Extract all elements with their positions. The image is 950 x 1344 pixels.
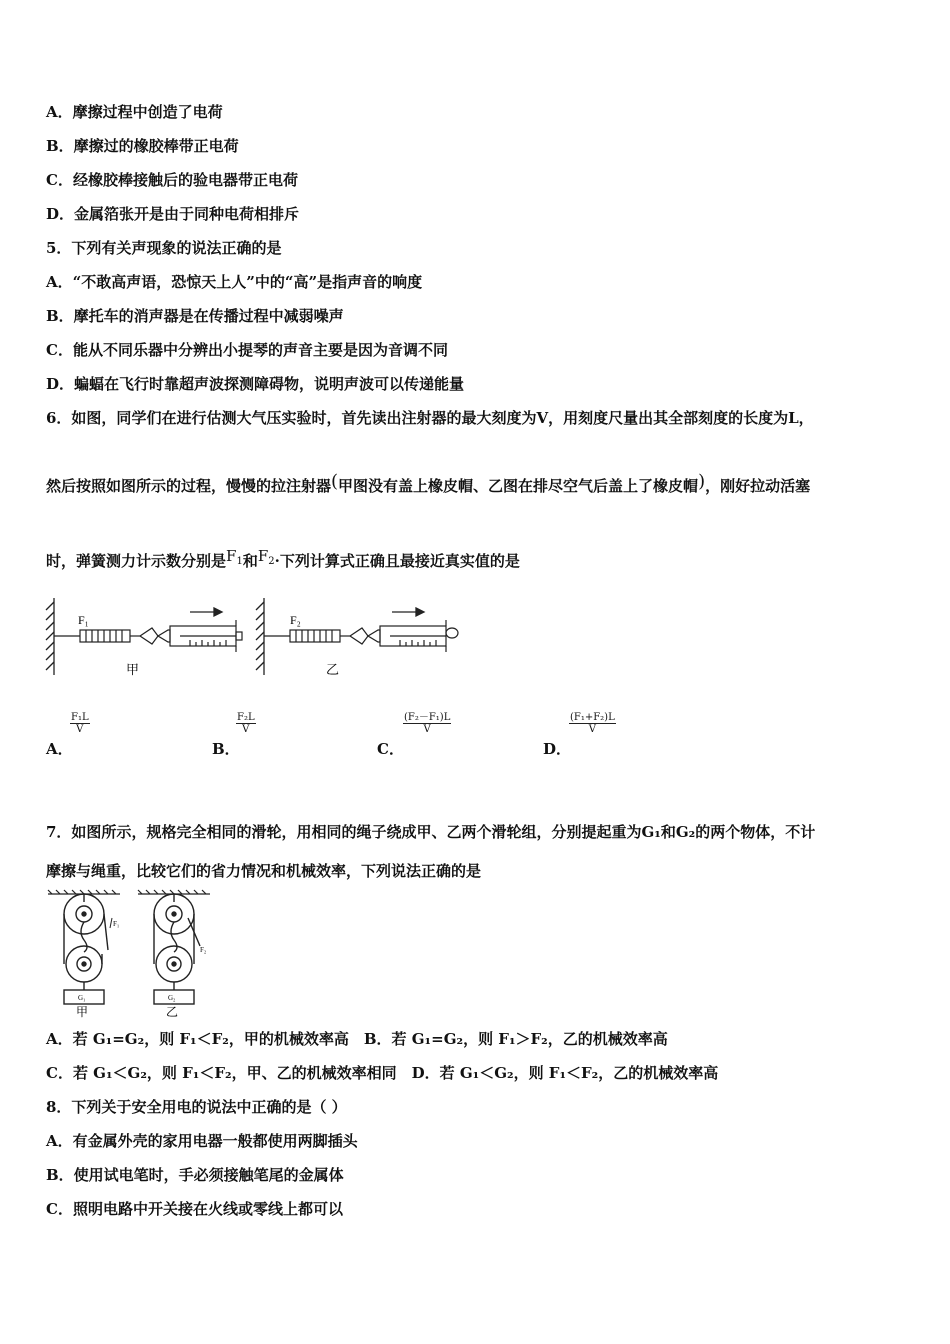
q6-f2: $F_2$ xyxy=(257,547,275,567)
q6-line3-b: ·下列计算式正确且最接近真实值的是 xyxy=(274,552,520,570)
q6-choice-d-formula: $\frac{\text{(F₁+F₂)L}}{V}$ xyxy=(570,712,615,735)
q6-f1: $F_1$ xyxy=(226,547,243,567)
q6-choice-c-formula: $\frac{\text{(F₂－F₁)L}}{V}$ xyxy=(404,712,451,735)
q6-stem-line1: 6．如图，同学们在进行估测大气压实验时，首先读出注射器的最大刻度为V，用刻度尺量出其全部刻度的长度为L， xyxy=(46,409,814,427)
q7-options-ab: A．若 G₁=G₂，则 F₁＜F₂，甲的机械效率高 B．若 G₁=G₂，则 F₁＞F₂，乙的机械效率高 xyxy=(46,1030,668,1048)
wall-yi xyxy=(256,598,264,675)
q4-option-a: A．摩擦过程中创造了电荷 xyxy=(46,103,223,121)
q7-label-yi: 乙 xyxy=(166,1005,179,1018)
q7-stem-line2: 摩擦与绳重，比较它们的省力情况和机械效率，下列说法正确的是 xyxy=(46,862,482,880)
spring-scale-yi xyxy=(264,628,368,644)
label-f1: F₁ xyxy=(78,613,89,627)
q4-option-d: D．金属箔张开是由于同种电荷相排斥 xyxy=(46,205,300,223)
pulley-set-yi xyxy=(154,894,200,1004)
q6-stem-line2 xyxy=(46,472,810,496)
q5-option-b: B．摩托车的消声器是在传播过程中减弱噪声 xyxy=(46,307,344,325)
q8-option-a: A．有金属外壳的家用电器一般都使用两脚插头 xyxy=(46,1132,358,1150)
q4-option-c: C．经橡胶棒接触后的验电器带正电荷 xyxy=(46,171,298,189)
q5-stem: 5．下列有关声现象的说法正确的是 xyxy=(46,239,282,257)
q6-line2-c: ，刚好拉动活塞 xyxy=(705,477,811,495)
spring-scale-jia xyxy=(54,628,158,644)
q8-stem: 8．下列关于安全用电的说法中正确的是（ ） xyxy=(46,1098,347,1116)
q7-label-g1: G₁ xyxy=(78,994,86,1002)
q7-pulley-figure xyxy=(40,888,220,1018)
q7-label-jia: 甲 xyxy=(76,1005,89,1018)
syringe-yi xyxy=(368,620,458,652)
q5-option-c: C．能从不同乐器中分辨出小提琴的声音主要是因为音调不同 xyxy=(46,341,448,359)
q7-label-f1: F₁ xyxy=(113,920,120,928)
q6-paren-open: ( xyxy=(331,471,339,492)
arrow-jia xyxy=(190,608,222,616)
q8-option-c: C．照明电路中开关接在火线或零线上都可以 xyxy=(46,1200,343,1218)
q6-choice-a-letter: A． xyxy=(46,740,73,758)
q4-option-b: B．摩擦过的橡胶棒带正电荷 xyxy=(46,137,239,155)
q7-stem-line1: 7．如图所示，规格完全相同的滑轮，用相同的绳子绕成甲、乙两个滑轮组，分别提起重为G₁和G₂的两个物体，不计 xyxy=(46,823,816,841)
q8-option-b: B．使用试电笔时，手必须接触笔尾的金属体 xyxy=(46,1166,344,1184)
wall-jia xyxy=(46,598,54,675)
q6-stem-line3 xyxy=(46,546,520,572)
q6-and: 和 xyxy=(242,552,258,570)
q6-line3-a: 时，弹簧测力计示数分别是 xyxy=(46,552,227,570)
q7-label-f2: F₂ xyxy=(200,946,207,954)
q6-choice-b-formula: $\frac{\text{F₂L}}{V}$ xyxy=(237,712,255,735)
label-f2: F₂ xyxy=(290,613,301,627)
q6-choice-b-letter: B． xyxy=(212,740,240,758)
q6-choice-d-letter: D． xyxy=(543,740,572,758)
q5-option-a: A．“不敢高声语，恐惊天上人”中的“高”是指声音的响度 xyxy=(46,273,423,291)
q6-line2-b: 甲图没有盖上橡皮帽、乙图在排尽空气后盖上了橡皮帽 xyxy=(338,477,699,495)
q6-choice-c-letter: C． xyxy=(377,740,404,758)
q5-option-d: D．蝙蝠在飞行时靠超声波探测障碍物，说明声波可以传递能量 xyxy=(46,375,465,393)
q6-paren-close: ) xyxy=(698,471,706,492)
q7-label-g2: G₂ xyxy=(168,994,176,1002)
label-jia: 甲 xyxy=(126,663,140,678)
arrow-yi xyxy=(392,608,424,616)
q6-line2-a: 然后按照如图所示的过程，慢慢的拉注射器 xyxy=(46,477,332,495)
label-yi: 乙 xyxy=(326,663,340,678)
q6-choice-a-formula: $\frac{\text{F₁L}}{V}$ xyxy=(71,712,89,735)
q7-options-cd: C．若 G₁＜G₂，则 F₁＜F₂，甲、乙的机械效率相同 D．若 G₁＜G₂，则 F₁＜F₂，乙的机械效率高 xyxy=(46,1064,719,1082)
pulley-set-jia xyxy=(64,894,108,1004)
q6-syringe-figure xyxy=(40,590,460,685)
syringe-jia xyxy=(158,620,242,652)
